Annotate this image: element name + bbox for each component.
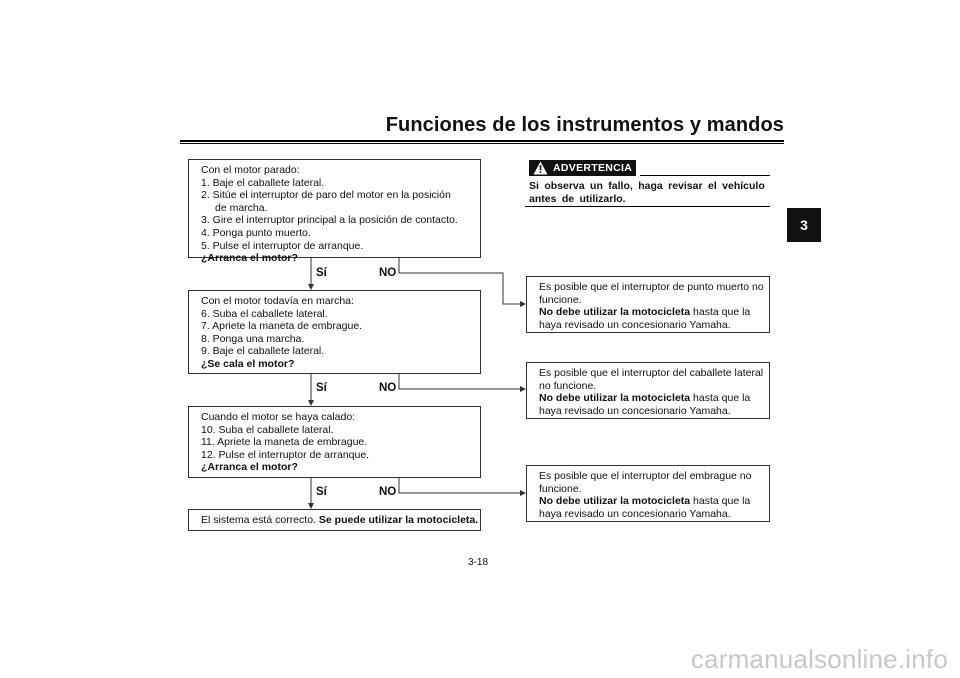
rbox3-line-4: haya revisado un concesionario Yamaha.: [539, 507, 731, 520]
box2-line-5: 9. Baje el caballete lateral.: [201, 345, 325, 358]
yes-label-3: Sí: [316, 486, 327, 498]
no-arrow-2: [399, 374, 525, 389]
rbox1-bold: No debe utilizar la motocicleta: [539, 306, 691, 319]
no-arrow-3: [399, 478, 525, 493]
rbox1-line-1: Es posible que el interruptor de punto muerto no: [539, 281, 764, 293]
warning-triangle-icon: [533, 161, 548, 175]
rbox2-line-2: no funcione.: [539, 379, 597, 392]
no-label-2: NO: [379, 382, 397, 394]
fault-box-sidestand-switch: [526, 362, 770, 419]
box3-line-3: 11. Apriete la maneta de embrague.: [201, 436, 368, 449]
warning-text: Si observa un fallo, haga revisar el vehículo antes de utilizarlo.: [529, 180, 765, 205]
no-label-3: NO: [379, 486, 397, 498]
box1-line-5: 3. Gire el interruptor principal a la posición de contacto.: [201, 214, 458, 227]
chapter-tab: 3: [787, 208, 821, 242]
warning-badge-label: ADVERTENCIA: [553, 162, 633, 174]
rbox3-tail: hasta que la: [693, 495, 751, 508]
rbox1-line-3: [539, 306, 759, 319]
rbox2-tail: hasta que la: [693, 392, 751, 405]
box4-text: El sistema está correcto.: [201, 514, 316, 526]
page-number: 3-18: [468, 557, 489, 568]
rbox2-line-3: [539, 392, 759, 405]
box3-line-2: 10. Suba el caballete lateral.: [201, 423, 334, 436]
yes-label-2: Sí: [316, 382, 327, 394]
box1-question: ¿Arranca el motor?: [201, 252, 298, 265]
rbox3-line-2: funcione.: [539, 482, 582, 495]
no-label-1: NO: [379, 267, 397, 279]
box3-question: ¿Arranca el motor?: [201, 461, 298, 474]
box2-line-1: Con el motor todavía en marcha:: [201, 295, 354, 307]
fault-box-neutral-switch: [526, 276, 770, 333]
box1-line-6: 4. Ponga punto muerto.: [201, 226, 311, 239]
rbox1-tail: hasta que la: [693, 306, 751, 319]
warning-rule-bottom: [525, 206, 770, 207]
box3-line-1: Cuando el motor se haya calado:: [201, 411, 356, 423]
rbox2-bold: No debe utilizar la motocicleta: [539, 392, 691, 405]
box2-question: ¿Se cala el motor?: [201, 357, 295, 370]
yes-label-1: Sí: [316, 267, 327, 279]
fault-box-clutch-switch: [526, 465, 770, 522]
no-arrow-1: [399, 258, 525, 304]
box2-line-3: 7. Apriete la maneta de embrague.: [201, 320, 363, 333]
rbox3-line-3: [539, 495, 759, 508]
rbox1-line-4: haya revisado un concesionario Yamaha.: [539, 318, 731, 331]
box1-line-4: de marcha.: [215, 201, 268, 214]
rbox2-line-1: Es posible que el interruptor del caballete lateral: [539, 367, 764, 379]
box1-line-3: 2. Sitúe el interruptor de paro del motor en la posición: [201, 189, 451, 202]
rbox2-line-4: haya revisado un concesionario Yamaha.: [539, 404, 731, 417]
box2-line-2: 6. Suba el caballete lateral.: [201, 307, 328, 320]
box1-line-1: Con el motor parado:: [201, 164, 300, 176]
warning-rule-top: [640, 175, 770, 176]
warning-badge: [529, 160, 636, 176]
box3-line-4: 12. Pulse el interruptor de arranque.: [201, 448, 370, 461]
page-title: Funciones de los instrumentos y mandos: [385, 114, 784, 136]
watermark: carmanualsonline.info: [690, 644, 948, 674]
rbox1-line-2: funcione.: [539, 293, 582, 306]
box1-line-7: 5. Pulse el interruptor de arranque.: [201, 239, 364, 252]
rbox3-bold: No debe utilizar la motocicleta: [539, 495, 691, 508]
box4-bold-text: Se puede utilizar la motocicleta.: [318, 514, 479, 526]
box1-line-2: 1. Baje el caballete lateral.: [201, 176, 325, 189]
box2-line-4: 8. Ponga una marcha.: [201, 332, 305, 345]
rbox3-line-1: Es posible que el interruptor del embrague no: [539, 470, 752, 482]
